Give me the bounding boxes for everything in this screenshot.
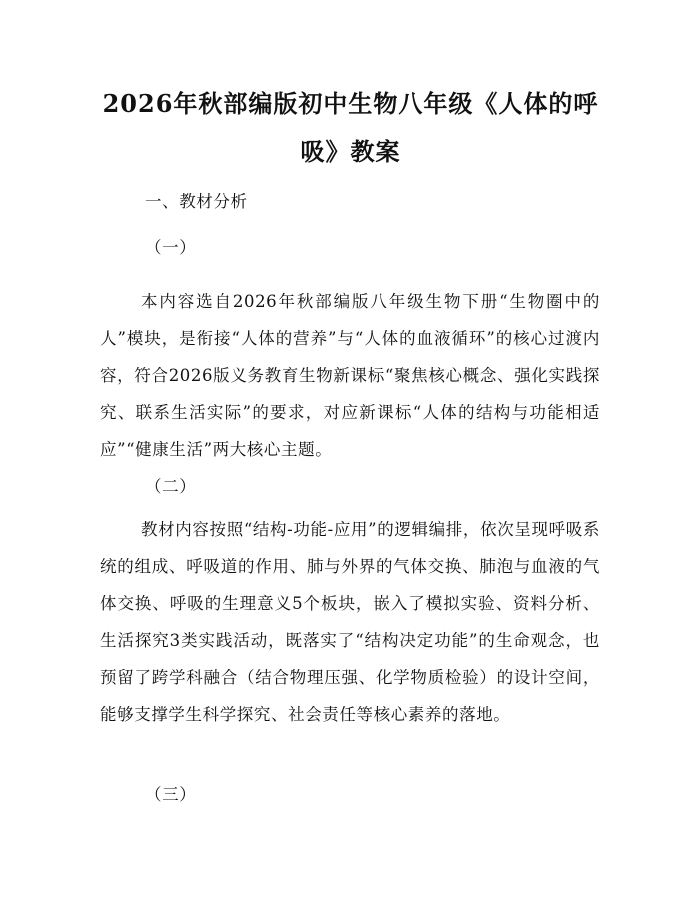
- document-title: 2026年秋部编版初中生物八年级《人体的呼吸》教案: [102, 89, 599, 166]
- section-heading: 一、教材分析: [145, 192, 248, 211]
- paragraph-2: 教材内容按照“结构-功能-应用”的逻辑编排，依次呈现呼吸系统的组成、呼吸道的作用、肺与外界的气体交换、肺泡与血液的气体交换、呼吸的生理意义5个板块，嵌入了模拟实验、资料分析、生活探究3类实践活动，既落实了“结构决定功能”的生命观念，也预留了跨学科融合（结合物理压强、化学物质检验）的设计空间，能够支撑学生科学探究、社会责任等核心素养的落地。: [100, 520, 600, 724]
- subsection-label-1: （一）: [145, 238, 197, 257]
- subsection-label-3: （三）: [145, 785, 197, 804]
- paragraph-1: 本内容选自2026年秋部编版八年级生物下册“生物圈中的人”模块，是衔接“人体的营养”与“人体的血液循环”的核心过渡内容，符合2026版义务教育生物新课标“聚焦核心概念、强化实践探究、联系生活实际”的要求，对应新课标“人体的结构与功能相适应”“健康生活”两大核心主题。: [100, 292, 600, 459]
- subsection-label-2: （二）: [145, 477, 197, 496]
